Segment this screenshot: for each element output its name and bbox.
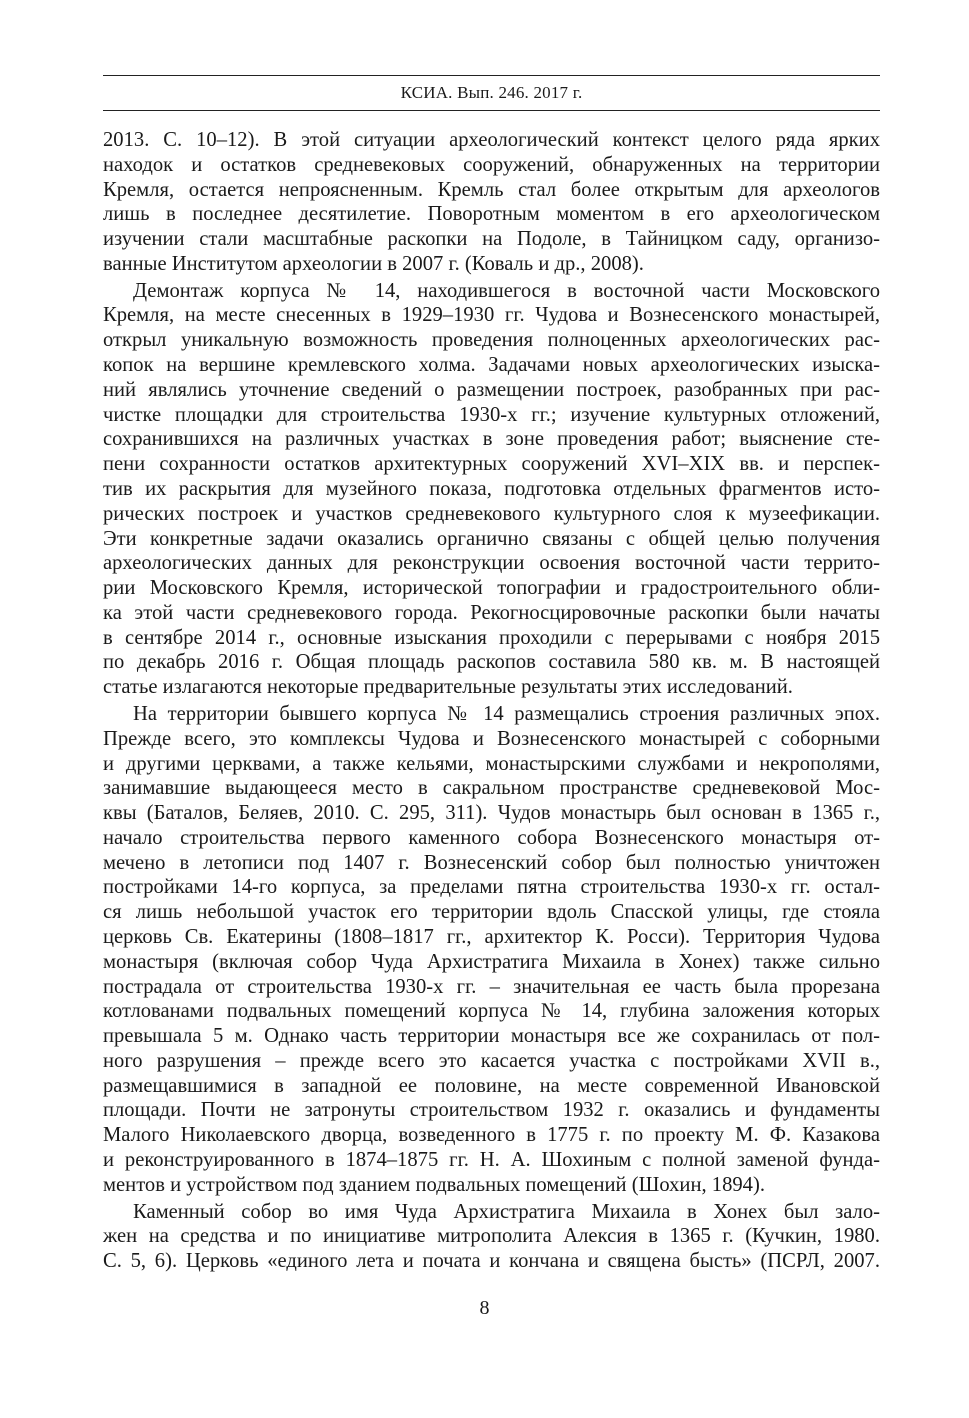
text-line: копок на вершине кремлевского холма. Задачами новых археологических изыска- bbox=[103, 354, 880, 377]
text-line: ного разрушения – прежде всего это касается участка с постройками XVII в., bbox=[103, 1049, 880, 1072]
text-line: изучении стали масштабные раскопки на Подоле, в Тайницком саду, организо- bbox=[103, 228, 880, 251]
paragraph-1 bbox=[103, 128, 880, 277]
text-line: статье излагаются некоторые предварительные результаты этих исследований. bbox=[103, 676, 793, 699]
text-line: сохранившихся на различных участках в зоне проведения работ; выяснение сте- bbox=[103, 428, 880, 451]
text-line: площади. Почти не затронуты строительством 1932 г. оказались и фундаменты bbox=[103, 1099, 880, 1122]
text-line: в сентябре 2014 г., основные изыскания проходили с перерывами с ноября 2015 bbox=[103, 626, 880, 649]
text-line: по декабрь 2016 г. Общая площадь раскопов составила 580 кв. м. В настоящей bbox=[103, 651, 880, 674]
text-line: лишь в последнее десятилетие. Поворотным моментом в его археологическом bbox=[103, 203, 880, 226]
text-line: Эти конкретные задачи оказались органично связаны с общей целью получения bbox=[103, 527, 880, 550]
text-line: открыл уникальную возможность проведения полноценных археологических рас- bbox=[103, 329, 880, 352]
text-line: мечено в летописи под 1407 г. Вознесенский собор был полностью уничтожен bbox=[103, 851, 880, 874]
text-line: котлованами подвальных помещений корпуса № 14, глубина заложения которых bbox=[103, 1000, 880, 1023]
text-line: жен на средства и по инициативе митрополита Алексия в 1365 г. (Кучкин, 1980. bbox=[103, 1225, 880, 1248]
text-line: ванные Институтом археологии в 2007 г. (Коваль и др., 2008). bbox=[103, 252, 644, 275]
text-line: и другими церквами, а также кельями, монастырскими службами и некрополями, bbox=[103, 752, 880, 775]
article-body bbox=[103, 128, 880, 1274]
text-line: Прежде всего, это комплексы Чудова и Вознесенского монастырей с соборными bbox=[103, 727, 880, 750]
text-line: Кремля, на месте снесенных в 1929–1930 гг. Чудова и Вознесенского монастырей, bbox=[103, 304, 880, 327]
page-number: 8 bbox=[479, 1297, 490, 1319]
running-header: КСИА. Вып. 246. 2017 г. bbox=[400, 83, 583, 102]
text-line: На территории бывшего корпуса № 14 размещались строения различных эпох. bbox=[133, 702, 880, 725]
text-line: Демонтаж корпуса № 14, находившегося в восточной части Московского bbox=[133, 279, 880, 302]
text-line: ментов и устройством под зданием подвальных помещений (Шохин, 1894). bbox=[103, 1173, 765, 1196]
text-line: пени сохранности остатков архитектурных сооружений XVI–XIX вв. и перспек- bbox=[103, 453, 880, 476]
text-line: ся лишь небольшой участок его территории вдоль Спасской улицы, где стояла bbox=[103, 901, 880, 924]
text-line: ний являлись уточнение сведений о размещении построек, разобранных при рас- bbox=[103, 378, 880, 401]
text-line: чистке площадки для строительства 1930-х гг.; изучение культурных отложений, bbox=[103, 403, 880, 426]
text-line: ка этой части средневекового города. Рекогносцировочные раскопки были начаты bbox=[103, 601, 880, 624]
text-line: Каменный собор во имя Чуда Архистратига Михаила в Хонех был зало- bbox=[133, 1200, 880, 1223]
text-line: Малого Николаевского дворца, возведенного в 1775 г. по проекту М. Ф. Казакова bbox=[103, 1124, 880, 1147]
header-rule-top bbox=[103, 75, 880, 76]
text-line: находок и остатков средневековых сооружений, обнаруженных на территории bbox=[103, 153, 880, 176]
text-line: пострадала от строительства 1930-х гг. – значительная ее часть была прорезана bbox=[103, 975, 880, 998]
text-line: 2013. С. 10–12). В этой ситуации археологический контекст целого ряда ярких bbox=[103, 129, 880, 151]
text-line: рии Московского Кремля, исторической топографии и градостроительного обли- bbox=[103, 577, 880, 600]
text-line: и реконструированного в 1874–1875 гг. Н. А. Шохиным с полной заменой фунда- bbox=[103, 1149, 880, 1172]
text-line: С. 5, 6). Церковь «единого лета и почата и кончана и священа бысть» (ПСРЛ, 2007. bbox=[103, 1250, 880, 1273]
paragraph-4 bbox=[103, 1200, 880, 1274]
text-line: тив их раскрытия для музейного показа, подготовка отдельных фрагментов исто- bbox=[103, 477, 880, 500]
text-line: Кремля, остается непроясненным. Кремль стал более открытым для археологов bbox=[103, 178, 880, 201]
paragraph-3 bbox=[103, 702, 880, 1198]
text-line: постройками 14-го корпуса, за пределами пятна строительства 1930-х гг. остал- bbox=[103, 876, 880, 899]
text-line: размещавшимися в западной ее половине, на месте современной Ивановской bbox=[103, 1074, 880, 1097]
paragraph-2 bbox=[103, 279, 880, 700]
text-line: превышала 5 м. Однако часть территории монастыря все же сохранилась от пол- bbox=[103, 1025, 880, 1048]
text-line: занимавшие выдающееся место в сакральном пространстве средневековой Мос- bbox=[103, 777, 880, 800]
text-line: начало строительства первого каменного собора Вознесенского монастыря от- bbox=[103, 826, 880, 849]
text-line: монастыря (включая собор Чуда Архистратига Михаила в Хонех) также сильно bbox=[103, 950, 880, 973]
text-line: церковь Св. Екатерины (1808–1817 гг., архитектор К. Росси). Территория Чудова bbox=[103, 926, 880, 948]
header-rule-bottom bbox=[103, 110, 880, 111]
text-line: квы (Баталов, Беляев, 2010. С. 295, 311). Чудов монастырь был основан в 1365 г., bbox=[103, 802, 880, 825]
text-line: археологических данных для реконструкции освоения восточной части террито- bbox=[103, 552, 880, 575]
text-line: рических построек и участков средневекового культурного слоя к музеефикации. bbox=[103, 502, 880, 525]
